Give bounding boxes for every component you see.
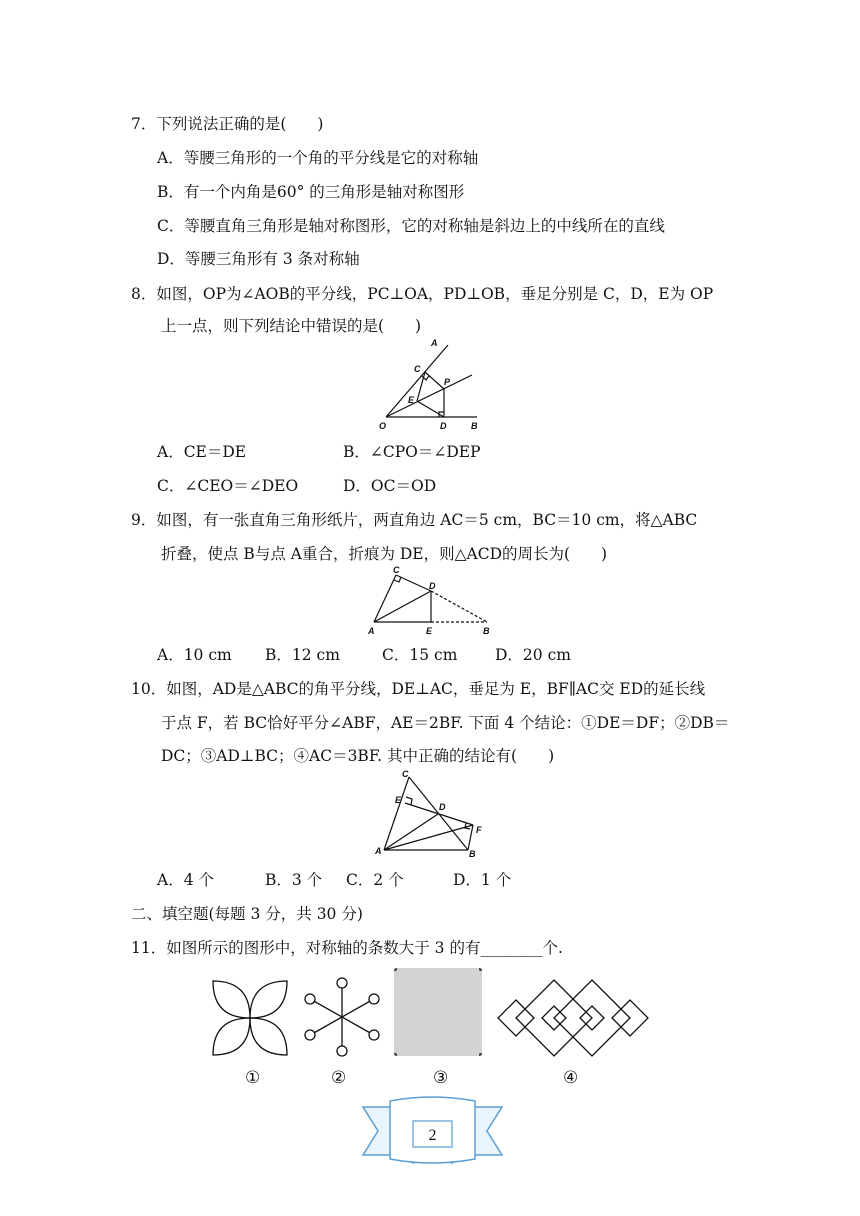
q11-caption-1: ① — [245, 1068, 261, 1088]
q11-caption-3: ③ — [433, 1068, 449, 1088]
q8-stem-line1: 8．如图，OP为∠AOB的平分线，PC⊥OA，PD⊥OB，垂足分别是 C，D，E为 OP — [131, 285, 714, 303]
q8-label-e: E — [408, 395, 415, 405]
q10-option-d: D．1 个 — [453, 871, 512, 889]
q10-label-d: D — [439, 802, 446, 812]
q9-stem-line1: 9．如图，有一张直角三角形纸片，两直角边 AC＝5 cm，BC＝10 cm，将△ABC — [131, 511, 698, 529]
q7-option-d: D．等腰三角形有 3 条对称轴 — [157, 250, 360, 268]
q11-figure-1-flower — [210, 978, 290, 1058]
q10-label-c: C — [402, 769, 409, 779]
q8-figure — [370, 337, 495, 432]
section-2-heading: 二、填空题(每题 3 分，共 30 分) — [131, 905, 363, 923]
q9-option-c: C．15 cm — [382, 646, 458, 664]
q9-option-d: D．20 cm — [495, 646, 571, 664]
q9-option-b: B．12 cm — [265, 646, 340, 664]
q10-stem-line2: 于点 F，若 BC恰好平分∠ABF，AE＝2BF. 下面 4 个结论：①DE＝DF；②DB＝ — [161, 714, 730, 732]
q8-label-c: C — [414, 364, 421, 374]
q9-label-a: A — [368, 626, 375, 636]
q9-figure — [365, 564, 495, 638]
q7-option-c: C．等腰直角三角形是轴对称图形，它的对称轴是斜边上的中线所在的直线 — [157, 217, 665, 235]
q11-stem: 11．如图所示的图形中，对称轴的条数大于 3 的有________个. — [131, 939, 563, 957]
q8-option-d: D．OC＝OD — [343, 477, 437, 495]
q9-label-d: D — [429, 581, 436, 591]
q10-label-a: A — [375, 846, 382, 856]
q9-label-c: C — [393, 565, 400, 575]
q9-label-b: B — [483, 626, 490, 636]
page-number-ribbon — [360, 1095, 505, 1169]
q11-figure-2-star — [300, 976, 384, 1058]
q8-label-d: D — [440, 421, 447, 431]
page-number: 2 — [428, 1127, 437, 1144]
q11-caption-4: ④ — [563, 1068, 579, 1088]
q11-caption-2: ② — [331, 1068, 347, 1088]
q8-label-b: B — [471, 421, 478, 431]
q8-label-a: A — [431, 338, 438, 348]
q10-label-b: B — [469, 849, 476, 859]
q8-option-b: B．∠CPO＝∠DEP — [343, 443, 481, 461]
q10-stem-line1: 10．如图，AD是△ABC的角平分线，DE⊥AC，垂足为 E，BF∥AC交 ED的延长线 — [131, 680, 706, 698]
q11-figure-3-square — [394, 968, 482, 1056]
q10-option-c: C．2 个 — [346, 871, 404, 889]
q10-figure — [368, 765, 493, 860]
q10-label-e: E — [395, 795, 402, 805]
q8-label-o: O — [379, 421, 387, 431]
q8-stem-line2: 上一点，则下列结论中错误的是( ) — [161, 317, 422, 335]
q8-option-a: A．CE＝DE — [157, 443, 247, 461]
q9-option-a: A．10 cm — [157, 646, 232, 664]
q8-option-c: C．∠CEO＝∠DEO — [157, 477, 299, 495]
q9-label-e: E — [426, 626, 433, 636]
q7-stem: 7．下列说法正确的是( ) — [131, 115, 324, 133]
q10-option-b: B．3 个 — [265, 871, 323, 889]
q11-figure-4-diamonds — [492, 978, 654, 1058]
q10-option-a: A．4 个 — [157, 871, 214, 889]
q10-label-f: F — [476, 825, 482, 835]
q8-label-p: P — [444, 377, 451, 387]
q7-option-a: A．等腰三角形的一个角的平分线是它的对称轴 — [157, 149, 479, 167]
q9-stem-line2: 折叠，使点 B与点 A重合，折痕为 DE，则△ACD的周长为( ) — [161, 545, 608, 563]
q7-option-b: B．有一个内角是60° 的三角形是轴对称图形 — [157, 183, 465, 201]
q10-stem-line3: DC；③AD⊥BC；④AC＝3BF. 其中正确的结论有( ) — [161, 747, 555, 765]
